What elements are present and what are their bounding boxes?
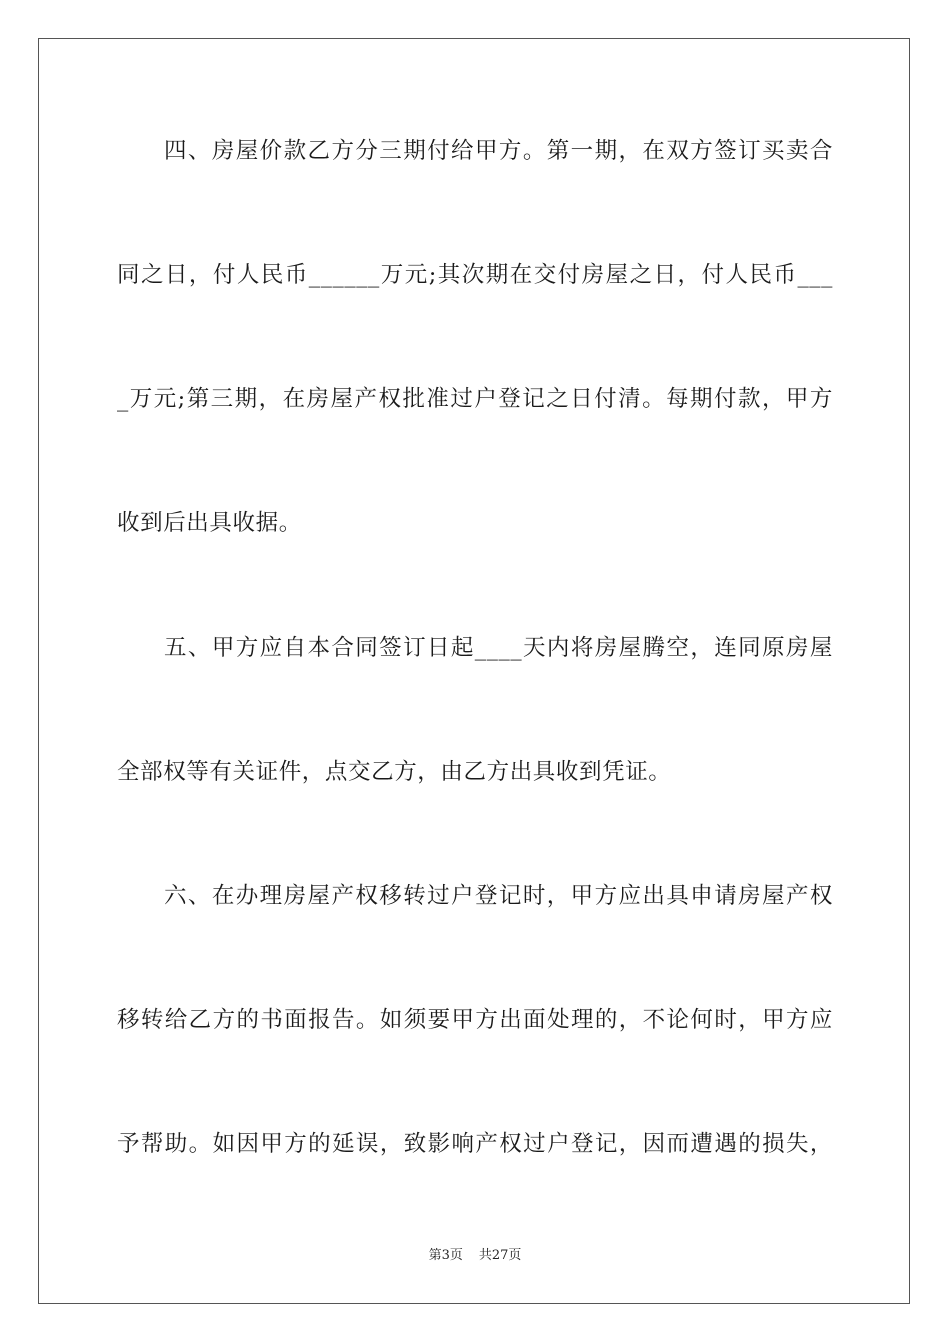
paragraph-4-line-3: _万元;第三期，在房屋产权批准过户登记之日付清。每期付款，甲方 [117,386,833,412]
paragraph-4-line-1: 四、房屋价款乙方分三期付给甲方。第一期，在双方签订买卖合 [164,138,833,164]
paragraph-4-line-4: 收到后出具收据。 [117,510,302,536]
paragraph-5-line-2: 全部权等有关证件，点交乙方，由乙方出具收到凭证。 [117,759,672,785]
page-border [38,38,910,1304]
paragraph-4-line-2: 同之日，付人民币______万元;其次期在交付房屋之日，付人民币___ [117,262,833,288]
paragraph-6-line-2: 移转给乙方的书面报告。如须要甲方出面处理的，不论何时，甲方应 [117,1007,833,1033]
paragraph-5-line-1: 五、甲方应自本合同签订日起____天内将房屋腾空，连同原房屋 [164,635,833,661]
total-page-count: 共27页 [478,1248,522,1263]
current-page-number: 第3页 [428,1248,463,1263]
paragraph-6-line-1: 六、在办理房屋产权移转过户登记时，甲方应出具申请房屋产权 [164,883,833,909]
paragraph-6-line-3: 予帮助。如因甲方的延误，致影响产权过户登记，因而遭遇的损失， [117,1131,833,1157]
page-footer [0,1247,950,1265]
